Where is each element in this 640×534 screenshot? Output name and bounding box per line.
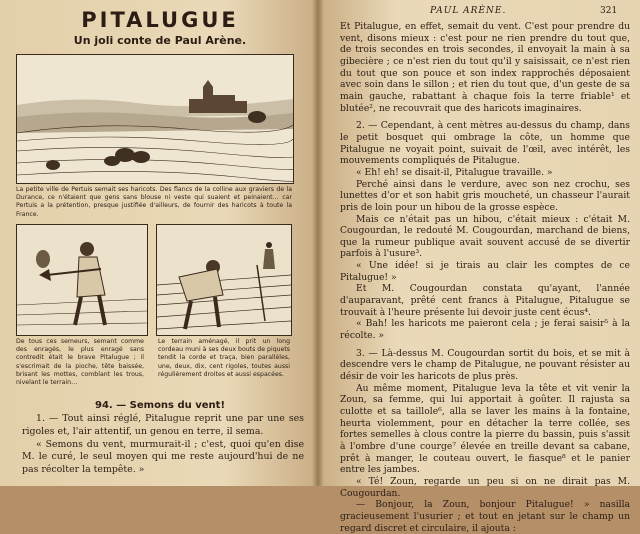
- book-gutter: [312, 0, 324, 486]
- paragraph: « Eh! eh! se disait-il, Pitalugue travaille. »: [356, 166, 553, 178]
- paragraph: — Bonjour, la Zoun, bonjour Pitalugue! » nasilla gracieusement l'usurier ; et tout en jetant sur le champ un regard discret et circulaire, il ajouta :: [340, 499, 630, 534]
- story-title: PITALUGUE: [81, 8, 239, 32]
- section-heading: 94. — Semons du vent!: [94, 400, 226, 411]
- paragraph: « Té! Zoun, regarde un peu si on ne dirait pas M. Cougourdan.: [340, 475, 630, 499]
- caption-landscape: La petite ville de Pertuis semait ses haricots. Des flancs de la colline aux graviers de la Durance, ce n'étaient que gens sans blouse ni veste qui suaient et peinaient… car Pertuis a la prétention, presque justifiée d'ailleurs, de fournir des haricots à toute la France.: [16, 186, 292, 218]
- planter-illustration: [156, 224, 292, 336]
- paragraph: « Une idée! si je tirais au clair les comptes de ce Pitalugue! »: [340, 260, 630, 283]
- paragraph: 2. — Cependant, à cent mètres au-dessus du champ, dans le petit bosquet qui ombrage la côte, un homme que Pitalugue ne voyait point, suivait de l'œil, avec intérêt, les mouvements compliqués de Pitalugue.: [340, 120, 630, 167]
- paragraph: Et Pitalugue, en effet, semait du vent. C'est pour prendre du vent, disons mieux : c'est pour ne rien prendre du tout que, de trois secondes en trois secondes, il envoyait la main à sa gibecière ; ce n'est rien du tout qu'il y saisissait, ce n'est rien du tout que son pouce et son index rapprochés déposaient avec soin dans le sillon ; et rien du tout que, d'un geste de sa main gauche, rabattant à chaque fois la terre friable¹ et blutée², ne recouvrait que des haricots imaginaires.: [340, 21, 630, 114]
- running-head: PAUL ARÈNE.: [430, 6, 507, 16]
- digger-illustration: [16, 224, 148, 336]
- caption-digger: De tous ces semeurs, semant comme des enragés, le plus enragé sans contredit était le brave Pitalugue ; il s'escrimait de la pioche, tête baissée, brisant les mottes, comblant les trous, nivelant le terrain…: [16, 338, 144, 387]
- caption-planter: Le terrain aménagé, il prit un long cordeau muni à ses deux bouts de piquets tendit la corde et traça, bien parallèles, une, deux, dix, cent rigoles, toutes aussi régulièrement droites et aussi espacées.: [158, 338, 290, 378]
- paragraph: « Bah! les haricots me paieront cela ; je ferai saisir⁵ à la récolte. »: [340, 318, 630, 342]
- paragraph: 1. — Tout ainsi réglé, Pitalugue reprit une par une ses rigoles et, l'air attentif, un genou en terre, il sema.: [22, 413, 304, 437]
- paragraph: 3. — Là-dessus M. Cougourdan sortit du bois, et se mit à descendre vers le champ de Pitalugue, ne pouvant résister au désir de voir les haricots de plus près.: [340, 347, 630, 383]
- paragraph: Perché ainsi dans le verdure, avec son nez crochu, ses lunettes d'or et son habit gris moucheté, un chasseur l'aurait pris de loin pour un hibou de la grosse espèce.: [340, 178, 630, 213]
- left-page: [0, 0, 318, 486]
- paragraph: « Semons du vent, murmurait-il ; c'est, quoi qu'en dise M. le curé, le seul moyen qui me reste aujourd'hui de ne pas récolter la tempête. »: [22, 438, 304, 476]
- left-body-text: [22, 413, 304, 477]
- paragraph: Au même moment, Pitalugue leva la tête et vit venir la Zoun, sa femme, qui lui apportait à goûter. Il rajusta sa culotte et sa taillole⁶, alla se laver les mains à la fontaine, heurta violemment, pour en détacher la terre collée, ses fortes semelles à clous contre la pierre du bassin, puis s'assit à l'ombre d'une courge⁷ élevée en treille devant sa cabane, prêt à manger, le couteau ouvert, le fiasque⁸ et le panier entre les jambes.: [340, 382, 630, 476]
- paragraph: Et M. Cougourdan constata qu'ayant, l'année d'auparavant, prêté cent francs à Pitalugue, Pitalugue se trouvait à l'heure présente lui devoir juste cent écus⁴.: [340, 283, 630, 318]
- page-number: 321: [600, 6, 618, 16]
- paragraph: Mais ce n'était pas un hibou, c'était mieux : c'était M. Cougourdan, le redouté M. Cougourdan, marchand de biens, que la rumeur publique avait souvent accusé de se divertir parfois à l'usure³.: [340, 213, 630, 260]
- right-body-text: [340, 21, 630, 534]
- story-subtitle: Un joli conte de Paul Arène.: [73, 34, 247, 47]
- landscape-illustration: [16, 54, 294, 184]
